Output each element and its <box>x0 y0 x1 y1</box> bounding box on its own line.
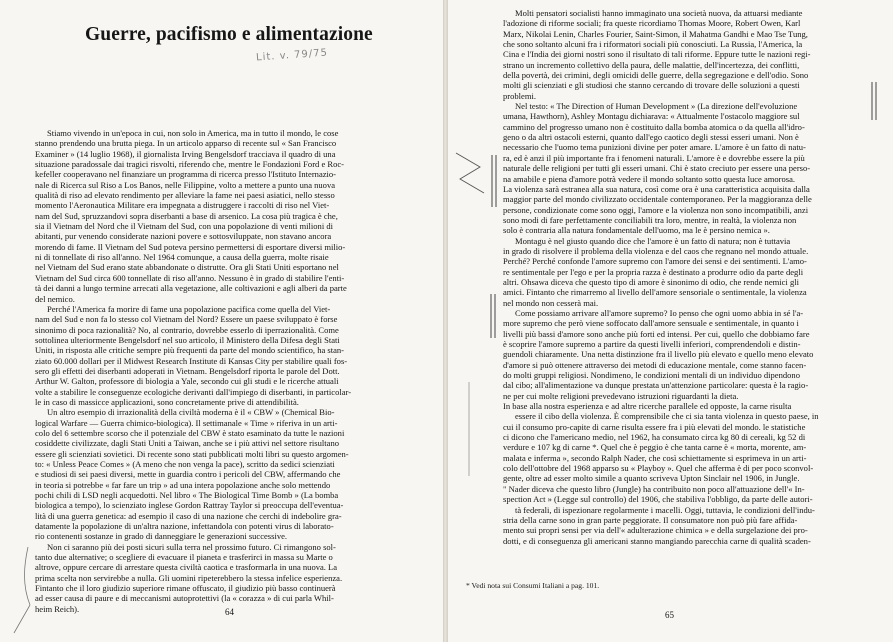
text-line: naturale delle religioni per tutti gli esseri umani. Chi è stato creciuto per essere una perso- <box>503 163 811 174</box>
margin-pencil-line-icon <box>464 380 474 480</box>
margin-line-mark-icon <box>486 292 500 342</box>
text-line: nam del Sud, spruzzandovi sopra diserbanti a base di arsenico. La cosa più tragica è che, <box>35 210 338 221</box>
text-line: che sono soltanto alcuni fra i riformatori sociali più conosciuti. La Russia, l'America, la <box>503 39 803 50</box>
margin-pencil-mark-icon <box>6 545 36 635</box>
text-line: altrove, oppure cercare di arrestare questa civiltà caotica e trasformarla in una nuova. La <box>35 562 338 573</box>
text-line: sottolinea ulteriormente Bengelsdorf nel suo articolo, il Ministero della Difesa degli Stati <box>35 334 340 345</box>
text-line: sinonimo di poca razionalità? No, al contrario, dovrebbe esserlo di iperrazionalità. Come <box>35 324 339 335</box>
page-number-left: 64 <box>225 607 234 617</box>
text-line: mento sui propri sensi per via dell'« adulterazione chimica » e della surgelazione dei pro- <box>503 525 808 536</box>
text-line: Un altro esempio di irrazionalità della civiltà moderna è il « CBW » (Chemical Bio- <box>47 407 335 418</box>
page-number-right: 65 <box>665 610 674 620</box>
text-line: do molti gruppi religiosi. Nondimeno, le condizioni mentali di un individuo dipendono <box>503 370 800 381</box>
text-line: sero gli effetti dei diserbanti adoperati in Vietnam. Bengelsdorf riporta le parole del Dott. <box>35 365 340 376</box>
right-text-column <box>503 8 873 546</box>
text-line: necessario che l'uomo tema punizioni divine per poter amare. L'amore è un fatto di natu- <box>503 142 806 153</box>
text-line: cui il consumo pro-capite di carne risulta essere fra i più elevati del mondo. le statistiche <box>503 421 806 432</box>
text-line: è scoprire l'amore supremo a partire da questi livelli inferiori, comprendendoli e distin- <box>503 339 801 349</box>
text-line: Perché l'America fa morire di fame una popolazione pacifica come quella del Viet- <box>47 303 331 314</box>
text-line: in teoria si potrebbe « far fare un trip » ad una intera popolazione anche solo mettendo <box>35 479 331 490</box>
left-text-column <box>35 128 408 614</box>
text-line: l'adozione di riforme sociali; fra queste ricordiamo Thomas Moore, Robert Owen, Karl <box>503 18 801 29</box>
text-line: volte a stabilire le conseguenze ecologiche derivanti dall'impiego di diserbanti, in particolar- <box>35 386 352 397</box>
text-line: lità di una guerra genetica: ad esempio il caso di una nazione che cerchi di indebolire gra- <box>35 510 342 521</box>
text-line: ziato 60.000 dollari per il Midwest Research Institute di Kansas City per stabilire quali fos- <box>35 355 348 366</box>
chapter-title: Guerre, pacifismo e alimentazione <box>85 24 373 45</box>
text-line: in grado di risolvere il problema della violenza e del caos che regnano nel mondo attuale. <box>503 245 809 256</box>
text-line: Come possiamo arrivare all'amore supremo? Io penso che ogni uomo abbia in sé l'a- <box>515 307 804 318</box>
text-line: ni di tonnellate di riso all'anno. Nel 1964 comunque, a causa della guerra, molte risaie <box>35 252 329 263</box>
text-line: maggior parte del mondo civilizzato occidentale contemporaneo. Per la maggioranza delle <box>503 194 812 205</box>
text-line: Montagu è nel giusto quando dice che l'amore è un fatto di natura; non è tuttavia <box>515 235 791 246</box>
text-line: tà federali, di ispezionare regolarmente i macelli. Oggi, tuttavia, le condizioni dell'indu- <box>515 504 815 515</box>
text-line: qualità di riso ad elevato rendimento per alleviare la fame nei paesi asiatici, nello stesso <box>35 190 335 201</box>
text-line: umana, Hawthorn), Ashley Montagu dichiarava: « Attualmente l'ostacolo maggiore sul <box>503 111 800 122</box>
text-line: stanno prendendo una brutta piega. In un articolo apparso di recente sul « San Francisco <box>35 138 337 149</box>
text-line: Nel testo: « The Direction of Human Development » (La direzione dell'evoluzione <box>515 101 798 112</box>
text-line: biologica a tempo), lo scienziato inglese Gordon Rattray Taylor si preoccupa dell'eventua- <box>35 500 344 511</box>
text-line: re sentimentale per l'ego e per la propria razza è destinato a produrre odio da parte degli <box>503 266 804 277</box>
text-line: prima scelta non servirebbe a nulla. Gli uomini ripeterebbero la stessa infelice esperienza. <box>35 572 343 583</box>
text-line: datamente la popolazione di un'altra nazione, infettandola con potenti virus di laborato- <box>35 521 334 532</box>
text-line: to: « Unless Peace Comes » (A meno che non venga la pace), scritto da sedici scienziati <box>35 459 335 469</box>
text-line: abitanti, pur venendo considerate nazioni povere e sottosviluppate, non stavano ancora <box>35 231 332 242</box>
text-line: logical Warfare — Guerra chimico-biologica). Il settimanale « Time » riferiva in un arti- <box>35 417 338 428</box>
text-line: livelli più bassi d'amore sono anche più forti ed intensi. Per cui, quello che dobbiamo fare <box>503 328 810 339</box>
text-line: amici. Fintanto che rimarremo al livello dell'amore sensoriale o sentimentale, la violenza <box>503 287 807 298</box>
text-line: nel Vietnam del Sud erano state abbandonate o distrutte. Ora gli Stati Uniti esportano nel <box>35 262 339 273</box>
margin-bracket-mark-icon <box>450 145 500 215</box>
text-line: solo è contraria alla natura fondamentale dell'uomo, ma le è persino nemica ». <box>503 225 770 236</box>
text-line: nel mondo non cesserà mai. <box>503 297 599 308</box>
text-line: colo del 6 settembre scorso che il potenziale del CBW è stato esaminato da tutte le nazioni <box>35 427 345 438</box>
text-line: more supremo che però viene soffocato dall'amore sensuale e sentimentale, in quanto i <box>503 318 799 329</box>
text-line: na amabile e piena d'amore potrà vedere il mondo soltanto sotto questa luce amorosa. <box>503 173 796 184</box>
text-line: Marx, Nikolai Lenin, Charles Fourier, Saint-Simon, il Mahatma Gandhi e Mao Tse Tung, <box>503 28 808 39</box>
text-line: problemi. <box>503 90 536 101</box>
text-line: molti gli scienziati e gli studiosi che stanno cercando di trovare delle soluzioni a questi <box>503 80 800 91</box>
text-line: e studiosi di sei paesi diversi, mette in guardia contro i pericoli del CBW, affermando che <box>35 469 341 480</box>
text-line: tanto due alternative; o scegliere di evacuare il pianeta e trasferirci in massa su Marte o <box>35 552 333 563</box>
text-line: Arthur W. Galton, professore di biologia a Yale, secondo cui gli studi e le ricerche attuali <box>35 376 339 387</box>
text-line: In base alla nostra esperienza e ad altre ricerche parallele ed opposte, la carne risulta <box>503 401 792 412</box>
text-line: Fintanto che il loro giudizio superiore rimane offuscato, il giudizio più basso continuerà <box>35 583 336 594</box>
text-line: ra, ed è anzi il più importante fra i fenomeni naturali. L'amore è e dovrebbe essere la più <box>503 152 805 163</box>
text-line: cammino del progresso umano non è costituito dalla bomba atomica o da quella all'idro- <box>503 121 805 132</box>
text-line: dotti, e di conseguenza gli americani stanno mangiando parecchia carne di qualità scaden- <box>503 535 811 546</box>
text-line: cosiddette civilizzate, dagli Stati Uniti a Taiwan, anche se i più attivi nel settore risultano <box>35 438 339 449</box>
text-line: malata e inferma », secondo Ralph Nader, che così schiettamente si esprimeva in un arti- <box>503 452 807 463</box>
text-line: rio contenenti sostanze in grado di danneggiare le generazioni successive. <box>35 531 288 542</box>
text-line: Vietnam del Sud circa 600 tonnellate di riso all'anno. Nessuno è in grado di stabilire l'enti- <box>35 272 345 283</box>
handwritten-note: Lit. v. 79/75 <box>255 47 329 64</box>
text-line: essere gli scienziati sovietici. Di recente sono stati pubblicati molti libri su questo argomen- <box>35 448 349 459</box>
text-line: verdure e 107 kg di carne *. Quel che è peggio è che tanta carne è « morta, morente, am- <box>503 442 807 453</box>
text-line: sia il Vietnam del Nord che il Vietnam del Sud, con una popolazione di venti milioni di <box>35 221 333 232</box>
text-line: situazione paradossale dai tragici risvolti, riferendo che, mentre le Fondazioni Ford e Roc- <box>35 159 345 170</box>
text-line: nam del Sud e non fa lo stesso col Vietnam del Nord? Essere un paese sviluppato è forse <box>35 314 338 325</box>
text-line: Cina e l'India dei giorni nostri sono il risultato di tali riforme. Eppure tutte le nazioni regi- <box>503 49 811 60</box>
text-line: d'amore si può ottenere attraverso dei metodi di educazione mentale, come stanno facen- <box>503 359 807 370</box>
text-line: tà dei danni a lungo termine arrecati alla vegetazione, alle coltivazioni e agli alberi da parte <box>35 283 347 294</box>
text-line: Molti pensatori socialisti hanno immaginato una società nuova, da attuarsi mediante <box>515 8 803 18</box>
right-page <box>448 0 893 642</box>
text-line: Non ci saranno più dei posti sicuri sulla terra nel prossimo futuro. Ci rimangono sol- <box>47 541 336 552</box>
left-page <box>0 0 443 642</box>
text-line: guendoli chiaramente. Una netta distinzione fra il livello più elevato e quello meno elevato <box>503 349 814 360</box>
text-line: spection Act » (Legge sul controllo) del 1906, che stabiliva l'obbligo, da parte delle autori- <box>503 494 813 505</box>
text-line: ne per cui molte religioni prevedevano istruzioni riguardanti la dieta. <box>503 390 739 401</box>
text-line: del nemico. <box>35 293 75 304</box>
text-line: ci dicono che l'americano medio, nel 1962, ha consumato circa kg 80 di cereali, kg 52 di <box>503 432 806 443</box>
text-line: gente, oltre ad esser molto simile a quanto scriveva Upton Sinclair nel 1906, in Jungle. <box>503 473 800 484</box>
text-line: dal cibo; all'alimentazione va dunque prestata un'attenzione particolare: questa è la ragio- <box>503 380 809 391</box>
text-line: della povertà, dei crimini, degli omicidi delle guerre, della segregazione e dell'odio. Sono <box>503 70 809 81</box>
text-line: ad esser causa di paure e di meccanismi autoprotettivi (la « corazza » di cui parla Whil- <box>35 593 334 604</box>
text-line: pochi chili di LSD negli acquedotti. Nel libro « The Biological Time Bomb » (La bomba <box>35 490 339 501</box>
text-line: le in caso di massicce applicazioni, sono concretamente prive di attendibilità. <box>35 396 299 407</box>
text-line: kefeller cooperavano nel finanziare un programma di ricerca presso l'Istituto Internazio- <box>35 169 337 180</box>
text-line: strano un incremento collettivo della paura, delle malattie, dell'incertezza, dei conflitti, <box>503 59 800 70</box>
text-line: morendo di fame. Il Vietnam del Sud poteva persino permettersi di esportare diversi milio- <box>35 241 346 252</box>
text-line: persone, condizionate come sono oggi, l'amore e la violenza non sono incompatibili, anzi <box>503 204 809 215</box>
text-line: nale di Ricerca sul Riso a Los Banos, nelle Filippine, volto a mettere a punto una nuova <box>35 179 336 190</box>
text-line: Uniti, in risposta alle critiche sempre più frequenti da parte del mondo scientifico, ha stan- <box>35 345 345 356</box>
text-line: " Nader diceva che questo libro (Jungle) ha contribuito non poco all'attuazione dell'« In- <box>503 483 805 494</box>
text-line: essere il cibo della violenza. È comprensibile che ci sia tanta violenza in questo paese, in <box>515 411 819 422</box>
text-line: Stiamo vivendo in un'epoca in cui, non solo in America, ma in tutto il mondo, le cose <box>47 128 339 138</box>
text-line: La violenza sarà estranea alla sua natura, così come ora è una caratteristica acquisita dalla <box>503 183 810 194</box>
text-line: momento l'Aeronautica Militare era impegnata a distruggere i raccolti di riso nel Viet- <box>35 200 330 211</box>
text-line: sono modi di fare perfettamente conciliabili tra loro, mentre, in realtà, la violenza non <box>503 214 797 225</box>
footnote: * Vedi nota sui Consumi Italiani a pag. 101. <box>466 581 600 590</box>
text-line: heim Reich). <box>35 603 80 614</box>
text-line: geno o da altri ostacoli esterni, quanto dall'ego caotico degli stessi esseri umani. Non è <box>503 132 799 143</box>
text-line: Examiner » (14 luglio 1968), il giornalista Irving Bengelsdorf tracciava il quadro di una <box>35 148 336 159</box>
text-line: stria della carne sono in gran parte peggiorate. Il consumatore non può più fare affida- <box>503 514 798 525</box>
text-line: Perché? Perché confonde l'amore supremo con l'amore dei sensi e dei sentimenti. L'amo- <box>503 256 807 267</box>
text-line: colo dell'ottobre del 1968 apparso su « Playboy ». Quel che afferma è di per poco sconvol- <box>503 463 814 474</box>
text-line: altri. Ohsawa diceva che questo tipo di amore è sinonimo di odio, che rende nemici gli <box>503 276 799 287</box>
